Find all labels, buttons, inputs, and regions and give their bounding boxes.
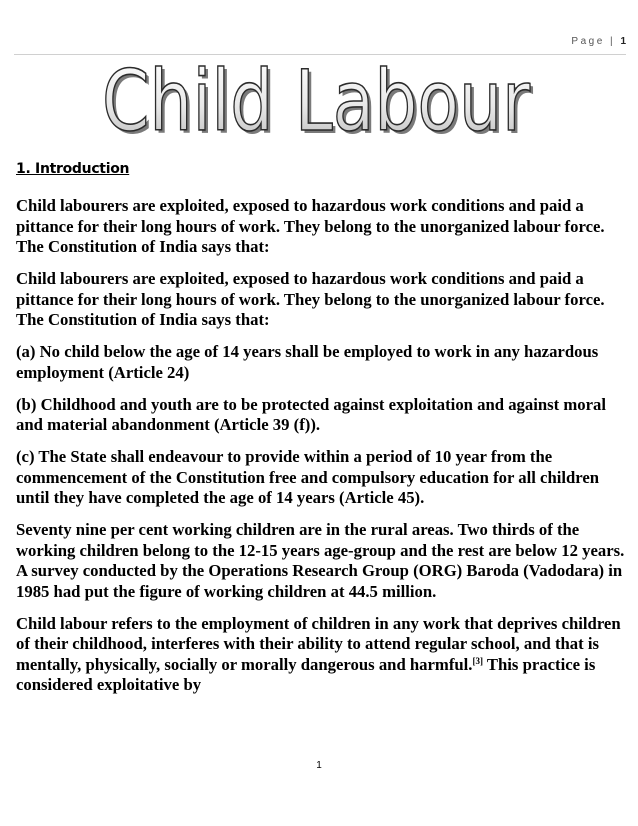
body-text — [16, 196, 628, 707]
paragraph: Child labourers are exploited, exposed to hazardous work conditions and paid a pittance for their long hours of work. They belong to the unorganized labour force. The Constitution of India says that: — [16, 269, 605, 329]
title-wordart — [100, 60, 540, 146]
page-title: Child Labour — [102, 60, 531, 146]
page-number-header — [571, 36, 626, 47]
paragraph: Child labourers are exploited, exposed to hazardous work conditions and paid a pittance for their long hours of work. They belong to the unorganized labour force. The Constitution of India says that: — [16, 196, 605, 256]
page-label-text: Page | — [571, 36, 616, 47]
citation-reference[interactable]: [3] — [472, 655, 483, 666]
paragraph: Seventy nine per cent working children are in the rural areas. Two thirds of the working children belong to the 12-15 years age-group and the rest are below 12 years. A survey conducted by the Operations Research Group (ORG) Baroda (Vadodara) in 1985 had put the figure of working children at 44.5 million. — [16, 520, 625, 601]
paragraph-text: Child labour refers to the employment of children in any work that deprives children of their childhood, interferes with their ability to attend regular school, and that is mentally, physically, socially or morally dangerous and harmful. — [16, 613, 621, 674]
section-heading: 1. Introduction — [16, 161, 130, 177]
paragraph: (a) No child below the age of 14 years shall be employed to work in any hazardous employment (Article 24) — [16, 342, 599, 382]
paragraph-last — [16, 614, 628, 696]
paragraph-text-continued: This practice is considered exploitative by — [16, 654, 596, 694]
title-shadow: Child Labour — [105, 60, 534, 146]
paragraph: (c) The State shall endeavour to provide within a period of 10 year from the commencement of the Constitution free and compulsory education for all children until they have completed the age of 14 years (Article 45). — [16, 447, 600, 507]
paragraph: (b) Childhood and youth are to be protected against exploitation and against moral and material abandonment (Article 39 (f)). — [16, 394, 606, 434]
footer-page-number: 1 — [316, 760, 322, 771]
header-divider — [14, 54, 626, 55]
page-number-value: 1 — [620, 36, 626, 47]
